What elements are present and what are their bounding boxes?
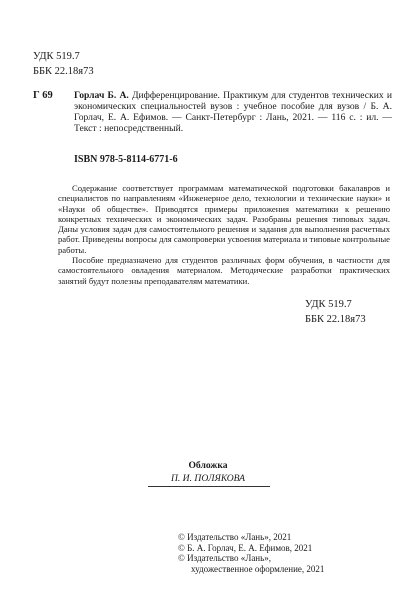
- udk-code-bottom: УДК 519.7: [305, 299, 352, 310]
- copyright-design-cont: художественное оформление, 2021: [191, 563, 325, 574]
- copyright-design: © Издательство «Лань»,: [178, 553, 271, 564]
- biblio-author: Горлач Б. А.: [74, 90, 129, 101]
- isbn: ISBN 978-5-8114-6771-6: [74, 154, 178, 165]
- copyright-block: [178, 532, 324, 574]
- copyright-authors: © Б. А. Горлач, Е. А. Ефимов, 2021: [178, 542, 313, 553]
- annotation: [58, 183, 390, 286]
- copyright-publisher: © Издательство «Лань», 2021: [178, 532, 292, 542]
- cover-label: Обложка: [188, 460, 228, 471]
- biblio-description: Дифференцирование. Практикум для студентов технических и экономических специальностей вузов : учебное пособие для вузов / Б. А. Горлач, Е. А. Ефимов. — Санкт-Петербург : Лань, 2021. — 116 с. : ил. — Текст : непосредственный.: [74, 90, 392, 134]
- annotation-paragraph-1: Содержание соответствует программам математической подготовки бакалавров и специалистов по направлениям «Инженерное дело, технологии и технические науки» и «Науки об обществе». Приводятся примеры приложения математики к решению конкретных технических и экономических задач. Разобраны решения типовых задач. Даны условия задач для самостоятельного решения и задания для выполнения расчетных работ. Приведены вопросы для самопроверки усвоения материала и типовые контрольные работы.: [58, 183, 390, 255]
- cover-designer: П. И. ПОЛЯКОВА: [170, 473, 246, 484]
- author-sign: Г 69: [33, 90, 53, 101]
- bbk-code-bottom: ББК 22.18я73: [305, 314, 366, 325]
- bbk-code-top: ББК 22.18я73: [33, 66, 94, 77]
- udk-code-top: УДК 519.7: [33, 51, 80, 62]
- annotation-paragraph-2: Пособие предназначено для студентов различных форм обучения, в частности для самостоятельного овладения материалом. Методические разработки практических занятий будут полезны преподавателям математики.: [58, 255, 390, 286]
- bibliographic-record: [74, 90, 392, 134]
- divider-rule: [148, 486, 270, 487]
